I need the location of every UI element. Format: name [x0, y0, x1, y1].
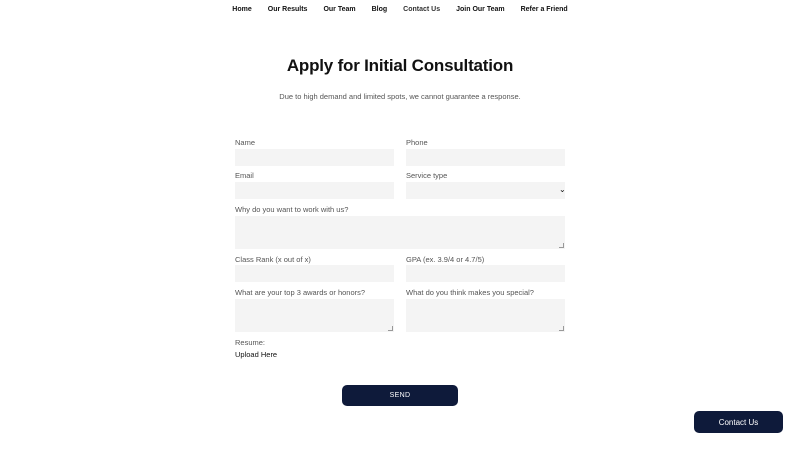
gpa-input[interactable] [406, 265, 565, 282]
chevron-down-icon: ⌄ [559, 185, 566, 194]
name-label: Name [235, 138, 256, 147]
phone-label: Phone [406, 138, 428, 147]
service-type-label: Service type [406, 171, 448, 180]
nav-our-team[interactable]: Our Team [323, 6, 356, 13]
page-subtitle: Due to high demand and limited spots, we cannot guarantee a response. [279, 92, 521, 101]
gpa-label: GPA (ex. 3.9/4 or 4.7/5) [406, 255, 485, 264]
phone-input[interactable] [406, 149, 565, 166]
nav-our-results[interactable]: Our Results [267, 6, 308, 13]
class-rank-label: Class Rank (x out of x) [235, 255, 311, 264]
service-type-select[interactable] [406, 182, 565, 199]
nav-join-our-team[interactable]: Join Our Team [456, 6, 505, 13]
resize-handle-icon[interactable] [559, 326, 564, 331]
why-work-label: Why do you want to work with us? [235, 205, 349, 214]
awards-label: What are your top 3 awards or honors? [235, 288, 366, 297]
nav-home[interactable]: Home [232, 6, 252, 13]
email-input[interactable] [235, 182, 394, 199]
page-title: Apply for Initial Consultation [286, 56, 514, 75]
why-work-textarea[interactable] [235, 216, 565, 249]
awards-textarea[interactable] [235, 299, 394, 332]
resize-handle-icon[interactable] [388, 326, 393, 331]
nav-blog[interactable]: Blog [371, 6, 388, 13]
resize-handle-icon[interactable] [559, 243, 564, 248]
top-nav [0, 6, 800, 13]
email-label: Email [235, 171, 254, 180]
class-rank-input[interactable] [235, 265, 394, 282]
send-button[interactable]: SEND [342, 385, 458, 406]
resume-label: Resume: [235, 338, 266, 347]
upload-resume-link[interactable]: Upload Here [235, 350, 278, 359]
special-label: What do you think makes you special? [406, 288, 534, 297]
nav-refer-a-friend[interactable]: Refer a Friend [520, 6, 568, 13]
name-input[interactable] [235, 149, 394, 166]
nav-contact-us[interactable]: Contact Us [403, 6, 441, 13]
floating-contact-button[interactable]: Contact Us [694, 411, 783, 433]
special-textarea[interactable] [406, 299, 565, 332]
